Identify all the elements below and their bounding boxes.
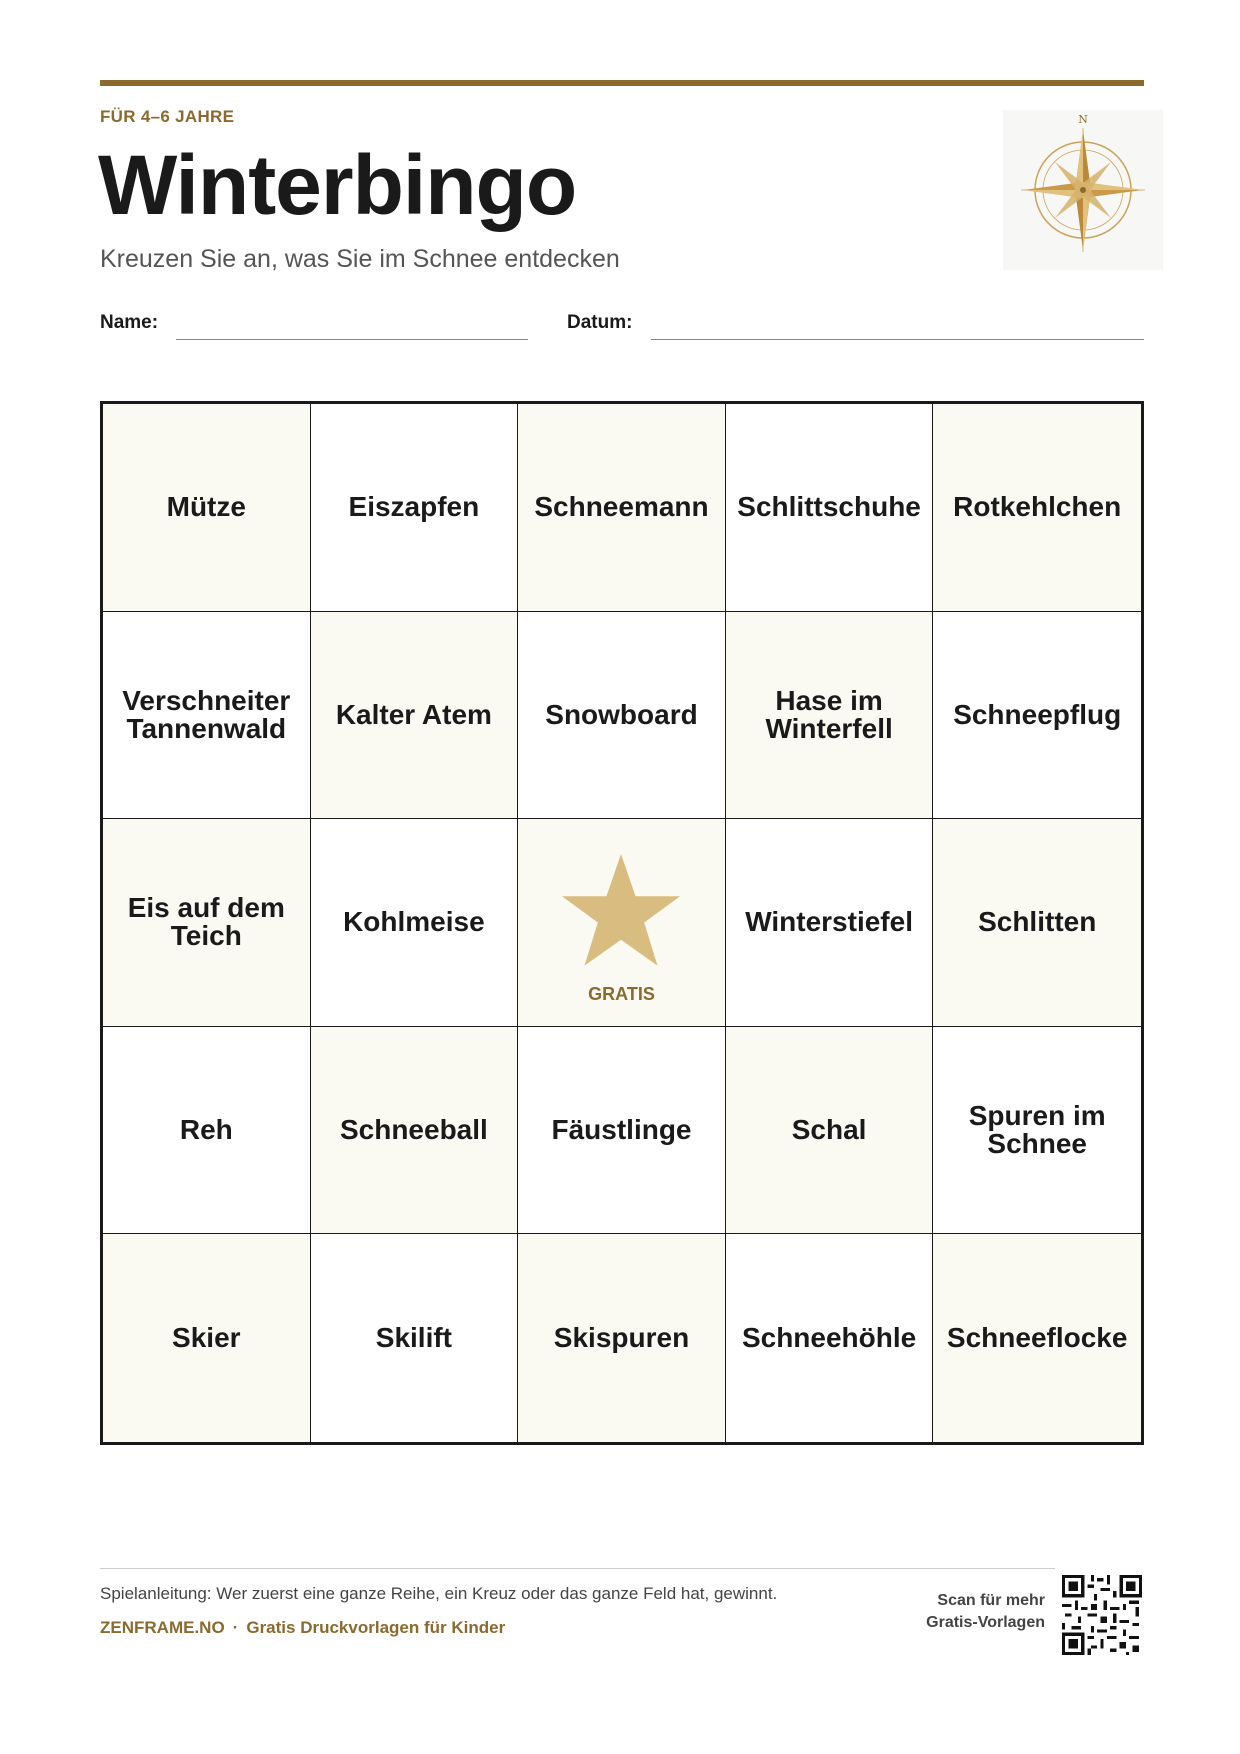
bingo-cell[interactable]: Eiszapfen bbox=[311, 404, 519, 612]
footer-divider bbox=[100, 1568, 1055, 1569]
bingo-cell[interactable]: Skilift bbox=[311, 1234, 519, 1442]
bingo-cell[interactable]: Fäustlinge bbox=[518, 1027, 726, 1235]
qr-code-icon[interactable] bbox=[1062, 1575, 1142, 1655]
bingo-free-cell[interactable] bbox=[518, 819, 726, 1027]
bingo-cell[interactable]: Hase im Winterfell bbox=[726, 612, 934, 820]
name-label: Name: bbox=[100, 312, 159, 333]
age-label: FÜR 4–6 JAHRE bbox=[100, 107, 235, 126]
compass-north-label: N bbox=[1078, 113, 1088, 126]
bingo-cell[interactable]: Schal bbox=[726, 1027, 934, 1235]
scan-line-2: Gratis-Vorlagen bbox=[926, 1614, 1045, 1631]
bingo-cell[interactable]: Snowboard bbox=[518, 612, 726, 820]
brand-tagline: Gratis Druckvorlagen für Kinder bbox=[246, 1618, 506, 1637]
bingo-cell[interactable]: Schneeflocke bbox=[933, 1234, 1141, 1442]
bingo-cell[interactable]: Kohlmeise bbox=[311, 819, 519, 1027]
bingo-cell[interactable]: Kalter Atem bbox=[311, 612, 519, 820]
brand-separator: · bbox=[232, 1618, 239, 1637]
bingo-cell[interactable]: Schlitten bbox=[933, 819, 1141, 1027]
bingo-cell[interactable]: Schneeball bbox=[311, 1027, 519, 1235]
game-instructions: Spielanleitung: Wer zuerst eine ganze Reihe, ein Kreuz oder das ganze Feld hat, gewinnt. bbox=[100, 1584, 778, 1603]
name-field[interactable] bbox=[176, 339, 528, 340]
bingo-cell[interactable]: Mütze bbox=[103, 404, 311, 612]
bingo-cell[interactable]: Reh bbox=[103, 1027, 311, 1235]
date-label: Datum: bbox=[567, 312, 633, 333]
bingo-cell[interactable]: Winterstiefel bbox=[726, 819, 934, 1027]
compass-rose-icon bbox=[1003, 110, 1163, 270]
page-subtitle: Kreuzen Sie an, was Sie im Schnee entdecken bbox=[100, 245, 620, 273]
scan-line-1: Scan für mehr bbox=[937, 1592, 1045, 1609]
bingo-cell[interactable]: Schneehöhle bbox=[726, 1234, 934, 1442]
scan-prompt bbox=[926, 1590, 1045, 1634]
star-icon bbox=[559, 854, 683, 972]
page-title: Winterbingo bbox=[98, 138, 577, 232]
footer-brand bbox=[100, 1618, 505, 1638]
bingo-cell[interactable]: Schneemann bbox=[518, 404, 726, 612]
bingo-cell[interactable]: Eis auf dem Teich bbox=[103, 819, 311, 1027]
bingo-cell[interactable]: Verschneiter Tannenwald bbox=[103, 612, 311, 820]
brand-link[interactable]: ZENFRAME.NO bbox=[100, 1618, 225, 1637]
top-accent-bar bbox=[100, 80, 1144, 86]
bingo-cell[interactable]: Skispuren bbox=[518, 1234, 726, 1442]
bingo-cell[interactable]: Skier bbox=[103, 1234, 311, 1442]
date-field[interactable] bbox=[651, 339, 1144, 340]
bingo-cell[interactable]: Schlittschuhe bbox=[726, 404, 934, 612]
bingo-grid bbox=[100, 401, 1144, 1445]
bingo-cell[interactable]: Spuren im Schnee bbox=[933, 1027, 1141, 1235]
free-label: GRATIS bbox=[588, 984, 655, 1005]
bingo-cell[interactable]: Schneepflug bbox=[933, 612, 1141, 820]
bingo-cell[interactable]: Rotkehlchen bbox=[933, 404, 1141, 612]
